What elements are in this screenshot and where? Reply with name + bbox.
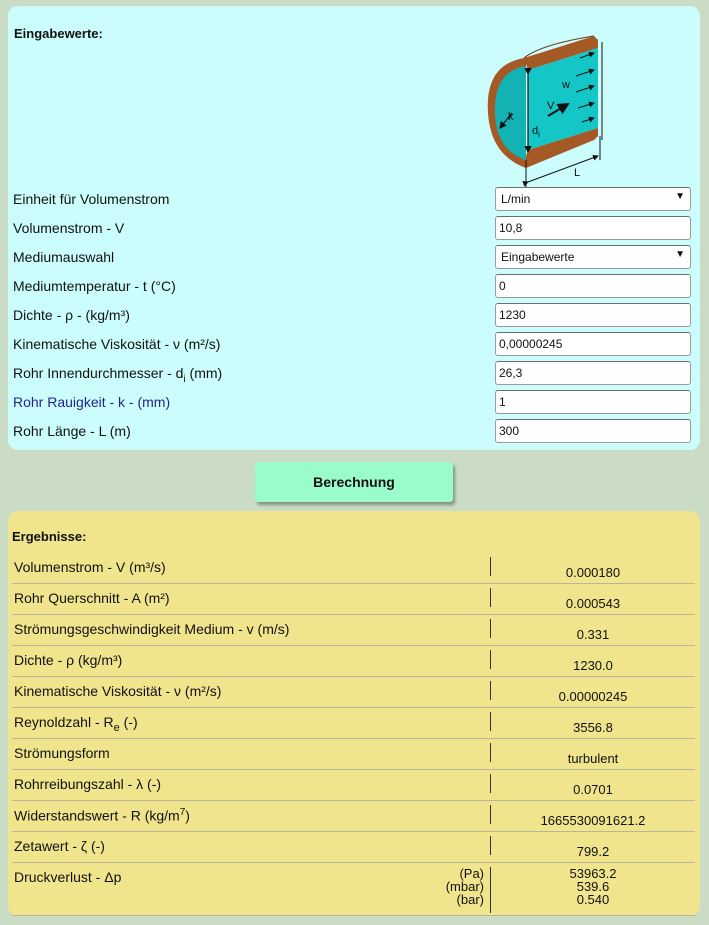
viscosity-label: Kinematische Viskosität - ν (m²/s): [13, 336, 221, 352]
result-label: Reynoldzahl - $R_e$ (-): [14, 714, 138, 734]
result-value: turbulent: [567, 751, 619, 766]
medium-label: Mediumauswahl: [13, 249, 115, 265]
result-row: [12, 615, 695, 646]
value-bar: 0.540: [576, 892, 610, 907]
result-value: 1230.0: [573, 658, 613, 673]
inner-diameter-input[interactable]: 26,3: [495, 361, 691, 385]
row-temperature: [13, 274, 688, 298]
result-label: Dichte - ρ (kg/m³): [14, 652, 123, 668]
results-panel: [8, 511, 700, 916]
roughness-input[interactable]: 1: [495, 390, 691, 414]
value-pa: 53963.2: [569, 866, 617, 881]
flow-unit-select[interactable]: [495, 187, 691, 211]
result-value: 3556.8: [573, 720, 613, 735]
unit-mbar: (mbar): [445, 879, 484, 894]
density-label: Dichte - ρ - (kg/m³): [13, 307, 130, 323]
input-panel: [8, 6, 700, 450]
temperature-input[interactable]: 0: [495, 274, 691, 298]
row-volume-flow: [13, 216, 688, 240]
diagram-label-v: V: [547, 100, 555, 112]
value-mbar: 539.6: [576, 879, 610, 894]
row-viscosity: [13, 332, 688, 356]
row-pipe-length: [13, 419, 688, 443]
input-panel-title: Eingabewerte:: [14, 26, 103, 41]
result-label: Strömungsgeschwindigkeit Medium - v (m/s): [14, 621, 290, 637]
inner-diameter-label: Rohr Innendurchmesser - $d_i$ (mm): [13, 365, 223, 385]
result-row: [12, 677, 695, 708]
unit-bar: (bar): [456, 892, 484, 907]
diagram-label-l: L: [574, 167, 581, 179]
pressure-loss-label: Druckverlust - Δp: [14, 869, 122, 885]
result-row: [12, 801, 695, 832]
volume-flow-input[interactable]: 10,8: [495, 216, 691, 240]
unit-pa: (Pa): [459, 866, 484, 881]
result-label: Rohr Querschnitt - A (m²): [14, 590, 170, 606]
dropdown-arrow-icon: ▼: [675, 249, 685, 260]
diagram-label-k: k: [508, 111, 514, 123]
diagram-label-d-sub: i: [538, 130, 540, 139]
row-roughness: [13, 390, 688, 414]
medium-select[interactable]: [495, 245, 691, 269]
density-input[interactable]: 1230: [495, 303, 691, 327]
result-label: Widerstandswert - R $(kg/m^7)$: [14, 807, 190, 824]
result-value: 0.000543: [565, 596, 621, 611]
flow-unit-value: L/min: [501, 192, 531, 206]
row-flow-unit: [13, 187, 688, 211]
result-value: 0.0701: [573, 782, 613, 797]
result-row: [12, 584, 695, 615]
result-value: 0.000180: [565, 565, 621, 580]
roughness-label: Rohr Rauigkeit - k - (mm): [13, 394, 171, 410]
result-label: Kinematische Viskosität - ν (m²/s): [14, 683, 222, 699]
dropdown-arrow-icon: ▼: [675, 191, 685, 202]
result-label: Rohrreibungszahl - λ (-): [14, 776, 162, 792]
result-row: [12, 646, 695, 677]
results-panel-title: Ergebnisse:: [12, 529, 87, 544]
volume-flow-label: Volumenstrom - V: [13, 220, 125, 236]
diagram-label-w: w: [562, 79, 570, 91]
diagram-label-d: d: [532, 125, 539, 137]
result-value: 0.331: [576, 627, 610, 642]
result-row: [12, 553, 695, 584]
results-table: [12, 553, 695, 916]
result-label: Volumenstrom - V (m³/s): [14, 559, 166, 575]
result-row: [12, 739, 695, 770]
medium-value: Eingabewerte: [501, 250, 575, 264]
result-row-pressure-loss: [12, 863, 695, 916]
calculate-button[interactable]: Berechnung: [255, 462, 453, 502]
result-row: [12, 832, 695, 863]
result-value: 1665530091621.2: [540, 813, 646, 828]
result-row: [12, 708, 695, 739]
pipe-length-input[interactable]: 300: [495, 419, 691, 443]
pressure-loss-units: [392, 867, 484, 906]
result-value: 799.2: [576, 844, 610, 859]
temperature-label: Mediumtemperatur - t (°C): [13, 278, 176, 294]
flow-unit-label: Einheit für Volumenstrom: [13, 191, 170, 207]
result-row: [12, 770, 695, 801]
viscosity-input[interactable]: 0,00000245: [495, 332, 691, 356]
row-inner-diameter: [13, 361, 688, 385]
result-value: 0.00000245: [558, 689, 628, 704]
result-label: Strömungsform: [14, 745, 110, 761]
row-density: [13, 303, 688, 327]
pipe-length-label: Rohr Länge - L (m): [13, 423, 131, 439]
pipe-diagram: [486, 28, 611, 188]
result-label: Zetawert - ζ (-): [14, 838, 105, 854]
pressure-loss-values: [491, 867, 695, 906]
row-medium: [13, 245, 688, 269]
